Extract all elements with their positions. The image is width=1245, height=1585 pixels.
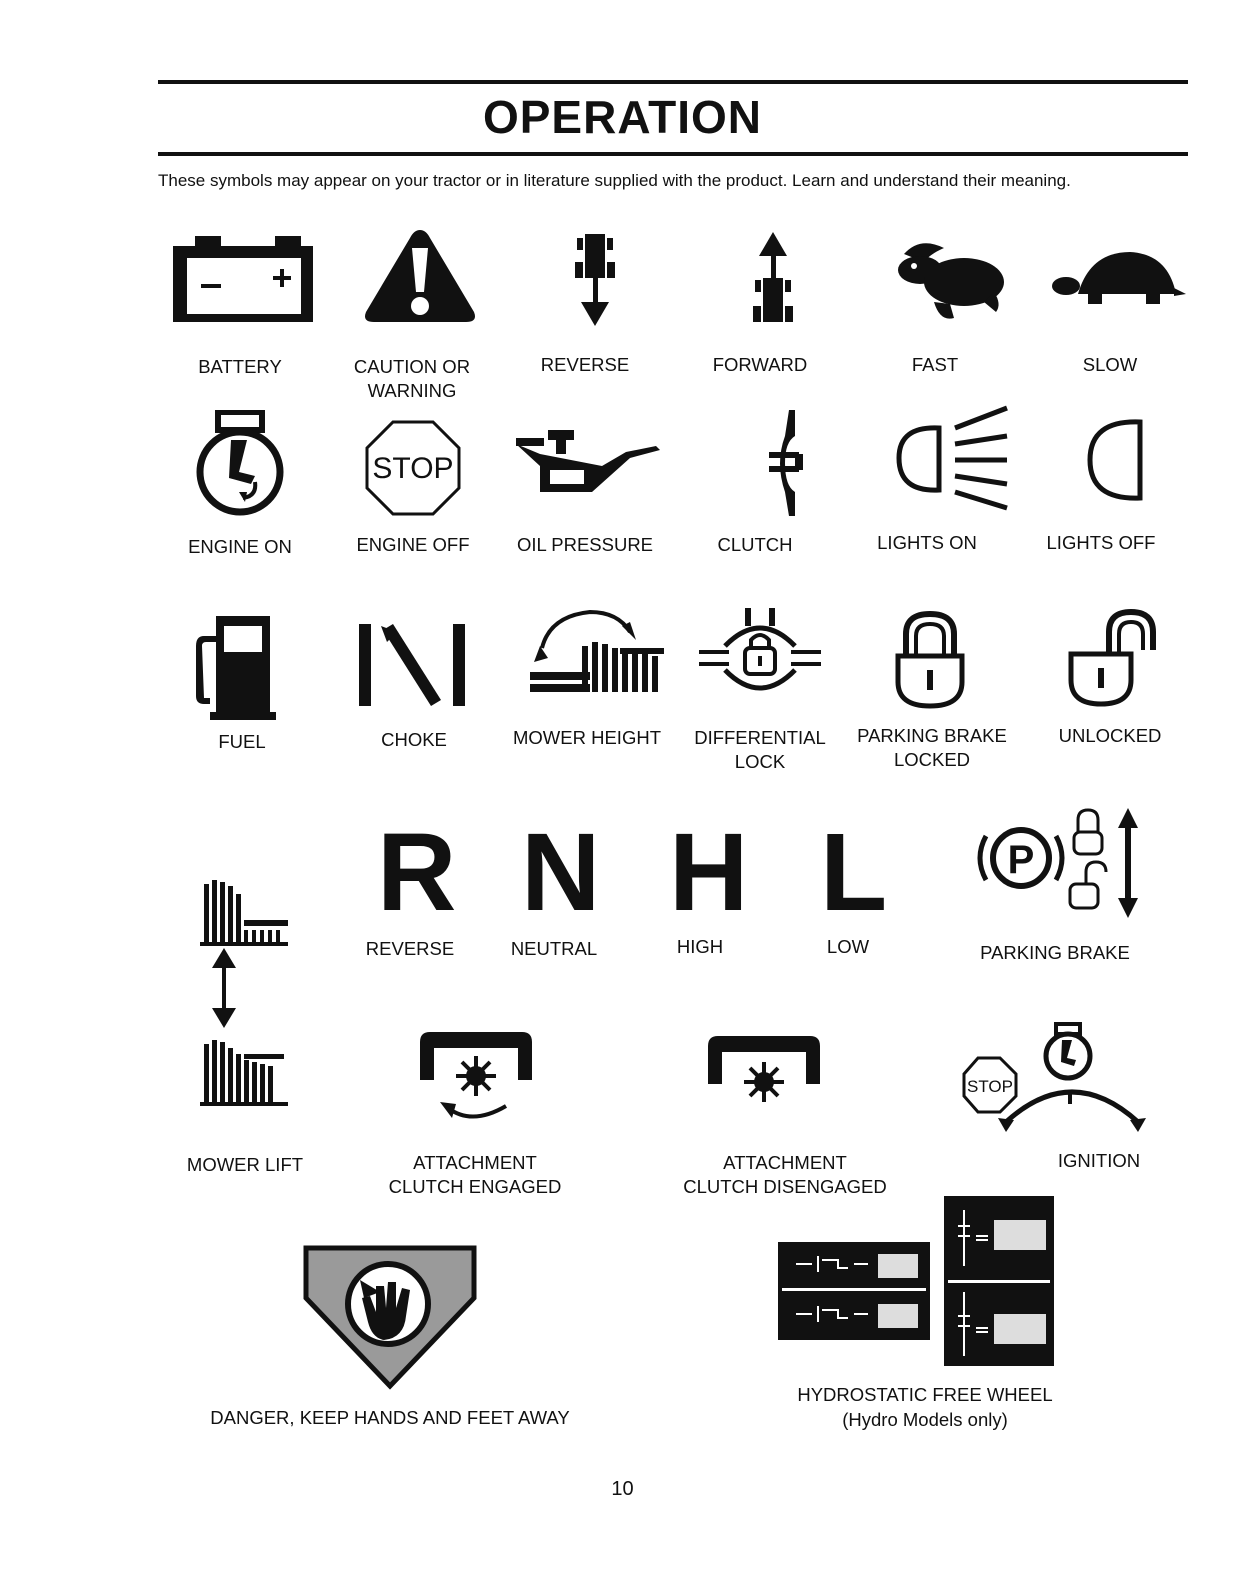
label-danger: DANGER, KEEP HANDS AND FEET AWAY xyxy=(210,1407,570,1428)
label-parking-brake: PARKING BRAKE xyxy=(980,942,1130,963)
label-fast: FAST xyxy=(911,354,959,375)
choke-icon xyxy=(323,620,503,710)
attachment-clutch-disengaged-icon xyxy=(700,1034,830,1129)
intro-text: These symbols may appear on your tractor or in literature supplied with the product. Learn and understand their meaning. xyxy=(158,171,1071,190)
label-choke: CHOKE xyxy=(381,729,447,750)
label-engine-off: ENGINE OFF xyxy=(356,534,470,555)
fuel-pump-icon xyxy=(150,612,330,722)
unlocked-padlock-icon xyxy=(1016,606,1196,710)
label-unlocked: UNLOCKED xyxy=(1058,725,1162,746)
page-number: 10 xyxy=(611,1478,634,1500)
gear-letter-neutral: N xyxy=(521,811,601,934)
battery-icon xyxy=(150,236,330,326)
label-slow: SLOW xyxy=(1082,354,1138,375)
mower-lift-icon xyxy=(196,868,296,1123)
label-hydro-sub: (Hydro Models only) xyxy=(842,1409,1008,1430)
label-differential-lock: DIFFERENTIAL LOCK xyxy=(694,727,826,772)
caution-warning-icon xyxy=(330,226,510,326)
label-clutch: CLUTCH xyxy=(717,534,793,555)
oil-can-icon xyxy=(500,426,680,506)
danger-hands-feet-decal xyxy=(300,1242,480,1397)
gear-letter-reverse: R xyxy=(377,811,457,934)
label-caution-warning: CAUTION OR WARNING xyxy=(353,356,471,401)
parking-brake-locked-icon xyxy=(840,610,1020,710)
label-attachment-clutch-engaged: ATTACHMENT CLUTCH ENGAGED xyxy=(388,1152,562,1197)
turtle-slow-icon xyxy=(1030,244,1210,314)
lights-on-icon xyxy=(866,402,1046,512)
gear-letter-high: H xyxy=(669,811,749,934)
label-lights-on: LIGHTS ON xyxy=(877,532,977,553)
gear-letter-low: L xyxy=(820,811,888,934)
top-rule xyxy=(158,80,1188,84)
label-ignition: IGNITION xyxy=(1057,1150,1141,1171)
label-battery: BATTERY xyxy=(198,356,282,377)
label-mower-height: MOWER HEIGHT xyxy=(513,727,661,748)
label-hydro-title: HYDROSTATIC FREE WHEEL xyxy=(797,1384,1053,1405)
clutch-pedal-icon xyxy=(695,408,875,518)
label-gear-reverse: REVERSE xyxy=(365,938,455,959)
mower-height-icon xyxy=(500,606,680,696)
stop-sign-icon xyxy=(323,418,503,518)
lights-off-icon xyxy=(1020,412,1200,508)
rabbit-fast-icon xyxy=(855,232,1035,322)
attachment-clutch-engaged-icon xyxy=(412,1030,542,1135)
label-reverse: REVERSE xyxy=(540,354,630,375)
label-gear-high: HIGH xyxy=(676,936,724,957)
svg-text:STOP: STOP xyxy=(967,1077,1013,1096)
ignition-icon xyxy=(962,1022,1162,1147)
reverse-arrow-icon xyxy=(505,232,685,332)
hydrostatic-free-wheel-decal xyxy=(778,1196,1068,1381)
label-parking-brake-locked: PARKING BRAKE LOCKED xyxy=(857,725,1007,770)
parking-brake-p-icon xyxy=(970,806,1150,931)
differential-lock-icon xyxy=(670,606,850,706)
label-gear-low: LOW xyxy=(826,936,870,957)
label-mower-lift: MOWER LIFT xyxy=(186,1154,304,1175)
label-oil-pressure: OIL PRESSURE xyxy=(516,534,654,555)
svg-text:P: P xyxy=(1007,838,1035,882)
engine-on-icon xyxy=(150,410,330,516)
label-gear-neutral: NEUTRAL xyxy=(510,938,598,959)
forward-arrow-icon xyxy=(683,228,863,328)
label-engine-on: ENGINE ON xyxy=(188,536,292,557)
page-title: OPERATION xyxy=(482,91,763,143)
label-fuel: FUEL xyxy=(218,731,266,752)
label-attachment-clutch-disengaged: ATTACHMENT CLUTCH DISENGAGED xyxy=(683,1152,887,1197)
label-forward: FORWARD xyxy=(712,354,808,375)
label-lights-off: LIGHTS OFF xyxy=(1046,532,1156,553)
svg-text:STOP: STOP xyxy=(372,452,454,485)
title-bottom-rule xyxy=(158,152,1188,156)
